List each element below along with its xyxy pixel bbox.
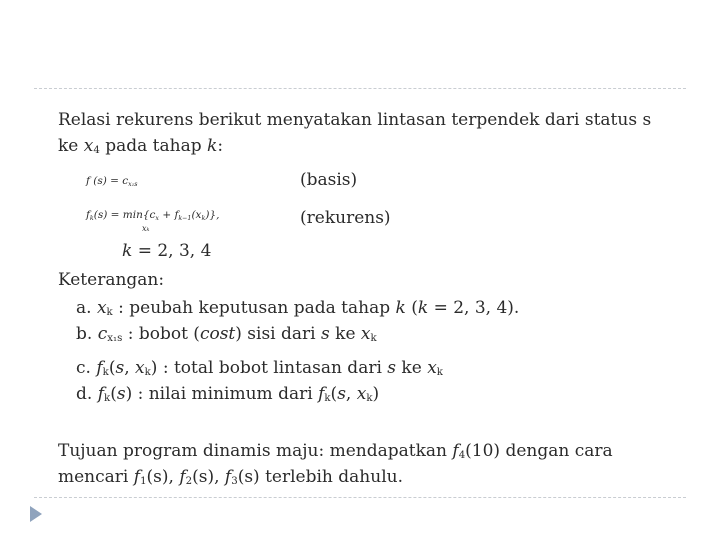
item-c: c. $f_k(s$, $x_k$) : total bobot lintasan dari s ke $x_k$ <box>76 358 443 378</box>
formula-recurrence: $f_k(s) = \min\{c_x + f_{k-1}(x_k)\}$, <box>86 209 220 222</box>
goal-line-1: Tujuan program dinamis maju: mendapatkan $f_4(10)$ dengan cara <box>58 441 613 461</box>
k-range: k = 2, 3, 4 <box>122 241 212 261</box>
intro-line-1: Relasi rekurens berikut menyatakan lintasan terpendek dari status s <box>58 110 652 130</box>
bottom-divider <box>34 497 686 498</box>
item-b: b. $c_{x_1s}$ : bobot (cost) sisi dari s ke $x_k$ <box>76 324 377 344</box>
label-rekurens: (rekurens) <box>300 208 391 228</box>
formula-basis: f $(s) = c_{x_1s}$ <box>86 175 138 188</box>
label-basis: (basis) <box>300 170 358 190</box>
item-a: a. $x_k$ : peubah keputusan pada tahap k (k = 2, 3, 4). <box>76 298 520 318</box>
formula-min-subscript: xₖ <box>142 224 150 233</box>
keterangan-heading: Keterangan: <box>58 270 165 290</box>
item-d: d. $f_k(s)$ : nilai minimum dari $f_k(s$, $x_k$) <box>76 384 380 404</box>
slide-nav-arrow-icon[interactable] <box>30 506 42 522</box>
intro-line-2: ke $x_4$ pada tahap k: <box>58 136 224 156</box>
goal-line-2: mencari $f_1(s)$, $f_2(s)$, $f_3(s)$ terlebih dahulu. <box>58 467 403 487</box>
top-divider <box>34 88 686 89</box>
